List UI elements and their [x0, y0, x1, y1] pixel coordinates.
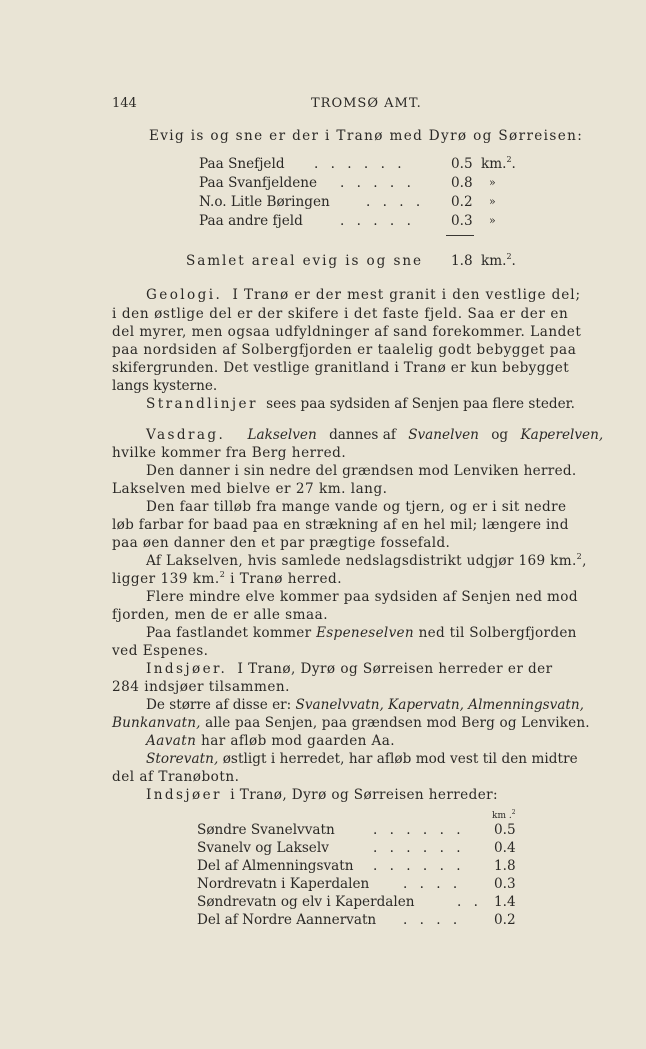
lake-row-dots: . . . . . . [373, 858, 465, 874]
snow-total-value: 1.8 [451, 253, 473, 269]
lakes-line: del af Tranøbotn. [112, 769, 240, 785]
snow-row-value: 0.8 [451, 175, 473, 191]
lake-row: Søndrevatn og elv i Kaperdalen [197, 894, 415, 910]
snow-row-unit: km.$^2$. [481, 155, 516, 172]
geology-paragraph [146, 286, 581, 304]
shoreline-text: sees paa sydsiden af Senjen paa flere steder. [266, 396, 575, 412]
drainage-text: og [491, 427, 509, 443]
snow-row-unit: » [489, 176, 496, 189]
river-name: Lakselven [247, 427, 317, 443]
page-number: 144 [112, 96, 137, 111]
snow-row-unit: » [489, 214, 496, 227]
lakes-heading: Indsjøer. [146, 661, 228, 677]
sum-rule [446, 235, 474, 236]
lake-name: Aavatn [146, 733, 197, 749]
snow-intro: Evig is og sne er der i Tranø med Dyrø og Sørreisen: [149, 128, 584, 144]
drainage-line: Den faar tilløb fra mange vande og tjern, og er i sit nedre [146, 499, 567, 515]
snow-row-unit: » [489, 195, 496, 208]
drainage-line: løb farbar for baad paa en strækning af en hel mil; længere ind [112, 517, 569, 533]
geology-line: skifergrunden. Det vestlige granitland i Tranø er kun bebygget [112, 360, 570, 376]
lake-row-value: 0.4 [494, 840, 516, 856]
lake-row: Søndre Svanelvvatn [197, 822, 335, 838]
snow-row-value: 0.2 [451, 194, 473, 210]
drainage-line: Paa fastlandet kommer Espeneselven ned til Solbergfjorden [146, 625, 577, 641]
drainage-line: ligger 139 km.$^2$ i Tranø herred. [112, 570, 343, 587]
lakes-line: Bunkanvatn, alle paa Senjen, paa grændsen mod Berg og Lenviken. [112, 715, 590, 731]
running-title: TROMSØ AMT. [311, 96, 422, 111]
drainage-line [146, 426, 603, 444]
lakes-line: Indsjøer. I Tranø, Dyrø og Sørreisen herreder er der [146, 661, 553, 677]
lake-row-dots: . . . . [403, 912, 462, 928]
geology-heading: Geologi. [146, 287, 223, 303]
snow-row-value: 0.5 [451, 156, 473, 172]
lake-row-value: 1.8 [494, 858, 516, 874]
lake-names: Svanelvvatn, Kapervatn, Almenningsvatn, [295, 697, 584, 713]
lake-row: Del af Nordre Aannervatn [197, 912, 377, 928]
snow-row-name: Paa Svanfjeldene [199, 175, 318, 191]
lake-row: Nordrevatn i Kaperdalen [197, 876, 370, 892]
lake-row-value: 0.2 [494, 912, 516, 928]
lake-row-value: 1.4 [494, 894, 516, 910]
river-name: Svanelven [408, 427, 479, 443]
drainage-line: fjorden, men de er alle smaa. [112, 607, 329, 623]
lakes-line: De større af disse er: Svanelvvatn, Kapervatn, Almenningsvatn, [146, 697, 584, 713]
drainage-line: Flere mindre elve kommer paa sydsiden af Senjen ned mod [146, 589, 578, 605]
snow-row-dots: . . . . [366, 194, 425, 210]
snow-total-unit: km.$^2$. [481, 252, 516, 269]
unit-label: km .$^2$ [492, 809, 516, 821]
drainage-line: hvilke kommer fra Berg herred. [112, 445, 347, 461]
snow-row-name: Paa Snefjeld [199, 156, 285, 172]
drainage-line: Den danner i sin nedre del grændsen mod Lenviken herred. [146, 463, 577, 479]
river-name: Kaperelven, [520, 427, 604, 443]
snow-row-name: Paa andre fjeld [199, 213, 303, 229]
snow-row-dots: . . . . . [340, 213, 415, 229]
lake-name: Bunkanvatn, [112, 715, 201, 731]
lake-row-value: 0.5 [494, 822, 516, 838]
lakes-line: 284 indsjøer tilsammen. [112, 679, 290, 695]
snow-total-label: Samlet areal evig is og sne [186, 253, 423, 269]
geology-line: del myrer, men ogsaa udfyldninger af sand forekommer. Landet [112, 324, 582, 340]
geology-line: paa nordsiden af Solbergfjorden er taalelig godt bebygget paa [112, 342, 577, 358]
snow-row-dots: . . . . . . [314, 156, 406, 172]
lake-row-dots: . . [457, 894, 482, 910]
lake-row: Del af Almenningsvatn [197, 858, 354, 874]
snow-row-dots: . . . . . [340, 175, 415, 191]
shoreline-heading: Strandlinjer [146, 396, 258, 412]
geology-line: i den østlige del er der skifere i det faste fjeld. Saa er der en [112, 306, 569, 322]
drainage-line: ved Espenes. [112, 643, 209, 659]
lakes-line: Storevatn, østligt i herredet, har afløb mod vest til den midtre [146, 751, 578, 767]
drainage-line: Lakselven med bielve er 27 km. lang. [112, 481, 388, 497]
lake-row-dots: . . . . [403, 876, 462, 892]
geology-line: I Tranø er der mest granit i den vestlige del; [232, 287, 581, 303]
drainage-line: Af Lakselven, hvis samlede nedslagsdistrikt udgjør 169 km.$^2$, [146, 552, 587, 569]
lake-row-dots: . . . . . . [373, 840, 465, 856]
drainage-text: dannes af [329, 427, 396, 443]
drainage-line: paa øen danner den et par prægtige fossefald. [112, 535, 451, 551]
lakes-table-heading: Indsjøer [146, 787, 222, 803]
lake-row-dots: . . . . . . [373, 822, 465, 838]
river-name: Espeneselven [316, 625, 414, 641]
snow-row-name: N.o. Litle Børingen [199, 194, 330, 210]
geology-line: langs kysterne. [112, 378, 218, 394]
lake-row-value: 0.3 [494, 876, 516, 892]
lakes-table-intro: Indsjøer i Tranø, Dyrø og Sørreisen herreder: [146, 787, 499, 803]
lakes-line: Aavatn har afløb mod gaarden Aa. [146, 733, 396, 749]
lake-name: Storevatn, [146, 751, 219, 767]
lake-row: Svanelv og Lakselv [197, 840, 329, 856]
shoreline-paragraph [146, 395, 575, 413]
drainage-heading: Vasdrag. [146, 427, 226, 443]
snow-row-value: 0.3 [451, 213, 473, 229]
